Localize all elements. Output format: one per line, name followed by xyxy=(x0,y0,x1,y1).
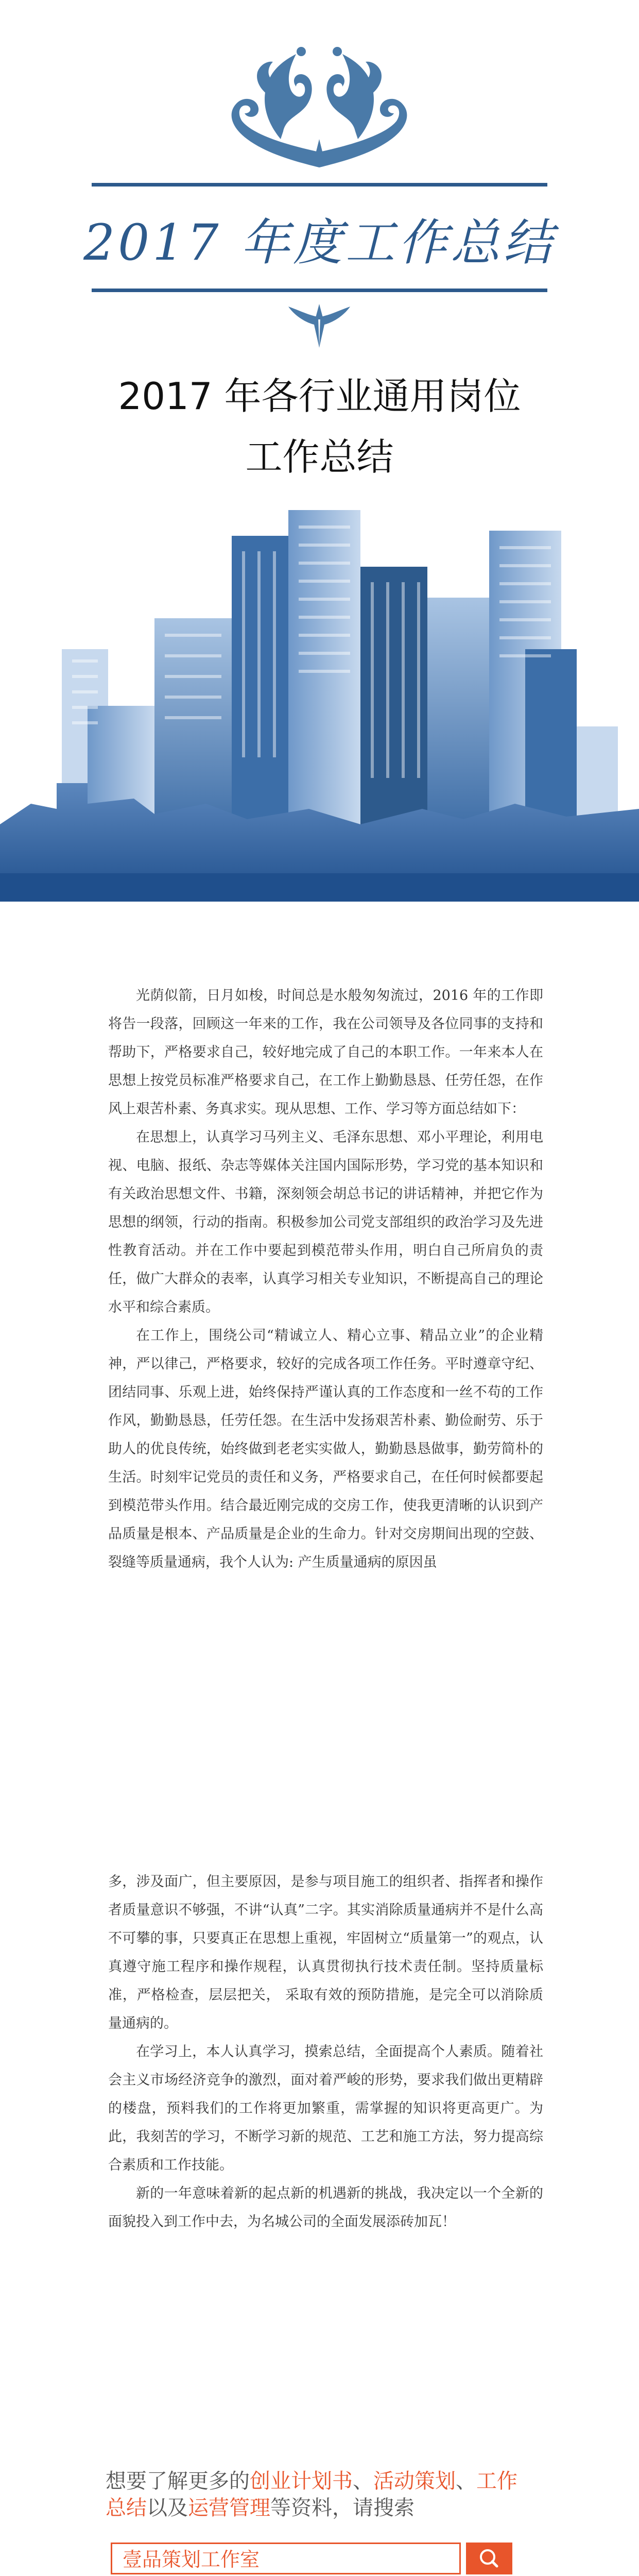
document-title-line2: 工作总结 xyxy=(245,435,394,479)
promo-text-segment: 以及 xyxy=(147,2496,188,2520)
body-paragraph: 多，涉及面广，但主要原因，是参与项目施工的组织者、指挥者和操作者质量意识不够强，不讲“认真”二字。其实消除质量通病并不是什么高不可攀的事，只要真正在思想上重视，牢固树立“质量第一”的观点，认真遵守施工程序和操作规程，认真贯彻执行技术责任制。坚持质量标准，严格检查，层层把关， 采取有效的预防措施，是完全可以消除质量通病的。 xyxy=(108,1874,543,2031)
banner-title: 2017 年度工作总结 xyxy=(83,214,556,272)
promo-link[interactable]: 活动策划 xyxy=(373,2469,456,2493)
promo-text-segment: 想要了解更多的 xyxy=(106,2469,250,2493)
promo-text xyxy=(106,2468,528,2521)
body-paragraph: 在思想上，认真学习马列主义、毛泽东思想、邓小平理论，利用电视、电脑、报纸、杂志等媒体关注国内国际形势，学习党的基本知识和有关政治思想文件、书籍，深刻领会胡总书记的讲话精神，并把它作为思想的纲领，行动的指南。积极参加公司党支部组织的政治学习及先进性教育活动。并在工作中要起到模范带头作用，明白自己所肩负的责任，做广大群众的表率，认真学习相关专业知识，不断提高自己的理论水平和综合素质。 xyxy=(108,1129,543,1315)
promo-link[interactable]: 工作总结 xyxy=(106,2469,517,2520)
promo-link[interactable]: 运营管理 xyxy=(188,2496,270,2520)
body-paragraph: 在学习上，本人认真学习，摸索总结，全面提高个人素质。随着社会主义市场经济竞争的激烈，面对着严峻的形势，要求我们做出更精辟的楼盘，预料我们的工作将更加繁重，需掌握的知识将更高更广。为此，我刻苦的学习，不断学习新的规范、工艺和施工方法，努力提高综合素质和工作技能。 xyxy=(108,2044,543,2173)
body-paragraph: 在工作上，围绕公司“精诚立人、精心立事、精品立业”的企业精神，严以律己，严格要求，较好的完成各项工作任务。平时遵章守纪、团结同事、乐观上进，始终保持严谨认真的工作态度和一丝不苟的工作作风，勤勤恳恳，任劳任怨。在生活中发扬艰苦朴素、勤俭耐劳、乐于助人的优良传统，始终做到老老实实做人，勤勤恳恳做事，勤劳简朴的生活。时刻牢记党员的责任和义务，严格要求自己，在任何时候都要起到模范带头作用。结合最近刚完成的交房工作，使我更清晰的认识到产品质量是根本、产品质量是企业的生命力。针对交房期间出现的空鼓、裂缝等质量通病，我个人认为: 产生质量通病的原因虽 xyxy=(108,1328,543,1570)
floral-ornament-top xyxy=(191,36,448,175)
search-input[interactable] xyxy=(111,2543,461,2574)
city-skyline-illustration xyxy=(0,495,639,902)
body-text-section-2 xyxy=(108,1868,543,2236)
promo-text-segment: 等资料，请搜索 xyxy=(270,2496,415,2520)
document-title xyxy=(77,366,562,487)
document-title-line1: 2017 年各行业通用岗位 xyxy=(118,375,521,418)
promo-link[interactable]: 创业计划书 xyxy=(250,2469,353,2493)
body-text-section-1 xyxy=(108,981,543,1577)
promo-text-segment: 、 xyxy=(353,2469,373,2493)
floral-ornament-bottom xyxy=(278,304,360,350)
banner-rule-bottom xyxy=(92,289,547,292)
promo-text-segment: 、 xyxy=(456,2469,476,2493)
search-input-value: 壹品策划工作室 xyxy=(123,2548,260,2571)
body-paragraph: 新的一年意味着新的起点新的机遇新的挑战，我决定以一个全新的面貌投入到工作中去，为名城公司的全面发展添砖加瓦！ xyxy=(108,2185,543,2230)
search-icon xyxy=(466,2543,512,2574)
banner-rule-top xyxy=(92,183,547,187)
body-paragraph: 光荫似箭，日月如梭，时间总是水般匆匆流过，2016 年的工作即将告一段落，回顾这一年来的工作，我在公司领导及各位同事的支持和帮助下，严格要求自己，较好地完成了自己的本职工作。一年来本人在思想上按党员标准严格要求自己，在工作上勤勤恳恳、任劳任怨，在作风上艰苦朴素、务真求实。现从思想、工作、学习等方面总结如下： xyxy=(108,988,543,1117)
search-button[interactable] xyxy=(466,2543,512,2574)
